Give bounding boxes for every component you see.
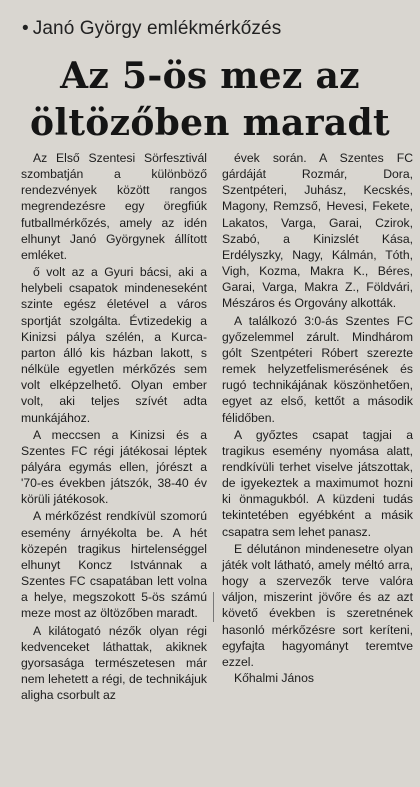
paragraph: A meccsen a Kinizsi és a Szentes FC régi játékosai léptek pályára egymás ellen, jórészt a '70-es években játszók, 38-40 év körüli játékosok. [21, 427, 207, 507]
paragraph: A találkozó 3:0-ás Szentes FC győzelemmel zárult. Mindhárom gólt Szentpéteri Róbert szerezte remek helyzetfelismerésének és rugó technikájának köszönhetően, egyet az első, kettőt a második félidőben. [222, 313, 413, 425]
paragraph: A mérkőzést rendkívül szomorú esemény árnyékolta be. A hét közepén tragikus hirtelenséggel elhunyt Koncz Istvánnak a Szentes FC csapatában lett volna a helye, megszokott 5-ös számú meze most az öltözőben maradt. [21, 509, 207, 621]
headline-line-1: Az 5-ös mez az [60, 55, 360, 97]
paragraph: Az Első Szentesi Sörfesztivál szombatján a különböző rendezvények között rangos megrendezésre egy öregfiúk futballmérkőzés, amely az idén elhunyt Janó Györgynek állított emléket. [21, 151, 207, 262]
paragraph: ő volt az a Gyuri bácsi, aki a helybeli csapatok mindeneseként szinte egész életével a város sportját szolgálta. Évtizedekig a Kinizsi pálya szélén, a Kurca-parton álló kis házban lakott, s nélküle egyetlen mérkőzés sem volt elképzelhető. Olyan ember volt, aki teljes szívét adta munkájához. [21, 265, 207, 425]
headline-line-2: öltözőben maradt [30, 102, 390, 144]
article-kicker [22, 18, 281, 40]
right-column [222, 150, 413, 686]
author-signature: Kőhalmi János [234, 671, 314, 685]
paragraph: A kilátogató nézők olyan régi kedvenceket láthattak, akiknek gyorsasága természetesen már nem lehetett a régi, de technikájuk aligha csorbult az [21, 623, 207, 703]
paragraph: E délutánon mindenesetre olyan játék volt látható, amely méltó arra, hogy a szervezők terve valóra váljon, miszerint jövőre és az azt követő években is szeretnének hasonló mérkőzésre sort keríteni, egyfajta hagyományt teremtve ezzel. [222, 541, 413, 669]
left-column [21, 150, 207, 703]
kicker-bullet: • [22, 18, 29, 39]
kicker-text: Janó György emlékmérkőzés [32, 18, 282, 39]
article-headline [0, 53, 420, 147]
paragraph: évek során. A Szentes FC gárdáját Rozmár, Dora, Szentpéteri, Juhász, Kecskés, Magony, Remzső, Hevesi, Fekete, Lakatos, Varga, Garai, Czirok, Szabó, a Kinizslét Kása, Erdélyszky, Nagy, Kálmán, Tóth, Vigh, Kozma, Makra K., Béres, Garai, Varga, Makra Z., Földvári, Mészáros és Orgovány alkották. [222, 151, 413, 311]
paragraph: A győztes csapat tagjai a tragikus esemény nyomása alatt, rendkívüli terhet viselve játszottak, de igyekeztek a maximumot hozni ki önmagukból. A küzdeni tudás tekintetében egyébként a másik csapatra sem lehet panasz. [222, 427, 413, 539]
column-divider [213, 592, 214, 622]
